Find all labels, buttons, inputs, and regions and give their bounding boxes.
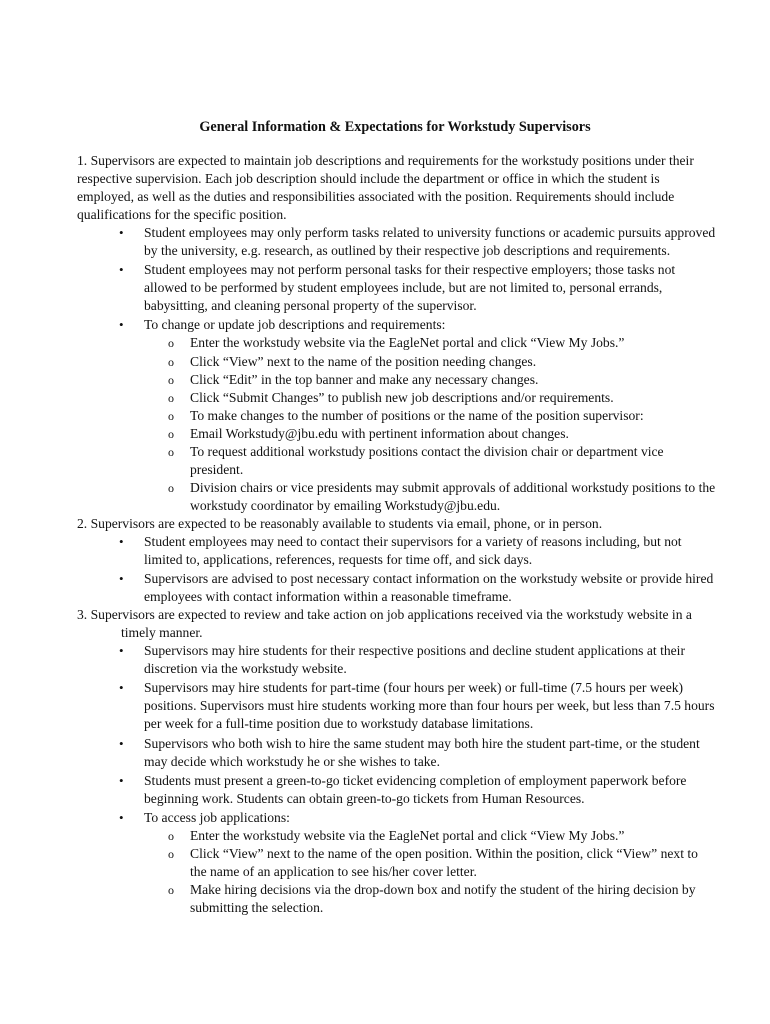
bullet-icon: • [119, 225, 124, 241]
sub-text: Click “Edit” in the top banner and make any necessary changes. [190, 371, 539, 387]
circle-bullet-icon: o [168, 408, 174, 423]
sub-text: Division chairs or vice presidents may submit approvals of additional workstudy positions to the workstudy coordinator by emailing Workstudy@jbu.edu. [190, 479, 716, 513]
bullet-item [119, 224, 717, 260]
sub-item [168, 407, 717, 425]
section-2 [77, 515, 717, 606]
sub-item [168, 479, 717, 515]
bullet-text: Supervisors are advised to post necessary contact information on the workstudy website or provide hired employees with contact information within a reasonable timeframe. [144, 571, 714, 605]
bullet-text: Students must present a green-to-go ticket evidencing completion of employment paperwork before beginning work. Students can obtain green-to-go tickets from Human Resources. [144, 772, 687, 806]
sub-item [168, 353, 717, 371]
sub-item [168, 845, 717, 881]
section-paragraph: 2. Supervisors are expected to be reasonably available to students via email, phone, or in person. [77, 515, 603, 531]
bullet-item [119, 316, 717, 515]
document-title: General Information & Expectations for Workstudy Supervisors [199, 119, 591, 135]
bullet-icon: • [119, 680, 124, 696]
circle-bullet-icon: o [168, 354, 174, 369]
bullet-list [77, 533, 717, 606]
circle-bullet-icon: o [168, 336, 174, 351]
bullet-icon: • [119, 533, 124, 549]
sub-list [144, 334, 717, 514]
sub-text: Enter the workstudy website via the EagleNet portal and click “View My Jobs.” [190, 827, 625, 843]
sub-list [144, 827, 717, 917]
sub-item [168, 389, 717, 407]
bullet-text: Student employees may only perform tasks related to university functions or academic pursuits approved by the university, e.g. research, as outlined by their respective job descriptions and requirements. [144, 225, 716, 259]
bullet-item [119, 570, 717, 606]
bullet-item [119, 533, 717, 569]
sub-text: Enter the workstudy website via the EagleNet portal and click “View My Jobs.” [190, 335, 625, 351]
circle-bullet-icon: o [168, 390, 174, 405]
bullet-text: Student employees may not perform personal tasks for their respective employers; those tasks not allowed to be performed by student employees include, but are not limited to, personal errands, babysitting, and cleaning personal property of the supervisor. [144, 262, 676, 314]
sub-item [168, 443, 717, 479]
document-body [77, 152, 717, 917]
bullet-icon: • [119, 571, 124, 587]
sub-item [168, 881, 717, 917]
bullet-icon: • [119, 772, 124, 788]
sub-text: Make hiring decisions via the drop-down box and notify the student of the hiring decision by submitting the selection. [190, 881, 696, 915]
sub-text: Click “Submit Changes” to publish new job descriptions and/or requirements. [190, 389, 614, 405]
bullet-item [119, 735, 717, 771]
circle-bullet-icon: o [168, 828, 174, 843]
circle-bullet-icon: o [168, 846, 174, 861]
bullet-item [119, 261, 717, 315]
sub-text: Click “View” next to the name of the position needing changes. [190, 353, 537, 369]
sub-item [168, 827, 717, 845]
circle-bullet-icon: o [168, 480, 174, 495]
section-paragraph: 1. Supervisors are expected to maintain job descriptions and requirements for the workstudy positions under their respective supervision. Each job description should include the department or office in which the student is employed, as well as the duties and responsibilities associated with the position. Requirements should include qualifications for the specific position. [77, 153, 694, 223]
bullet-item [119, 679, 717, 733]
bullet-text: Supervisors who both wish to hire the same student may both hire the student part-time, or the student may decide which workstudy he or she wishes to take. [144, 735, 700, 769]
bullet-list [77, 642, 717, 917]
bullet-text: Supervisors may hire students for their respective positions and decline student applications at their discretion via the workstudy website. [144, 643, 685, 677]
bullet-text: To access job applications: [144, 809, 290, 825]
bullet-item [119, 642, 717, 678]
bullet-list [77, 224, 717, 515]
bullet-icon: • [119, 643, 124, 659]
circle-bullet-icon: o [168, 444, 174, 459]
bullet-icon: • [119, 317, 124, 333]
section-3 [77, 606, 717, 917]
bullet-text: Supervisors may hire students for part-time (four hours per week) or full-time (7.5 hours per week) positions. Supervisors must hire students working more than four hours per week, but less than 7.5 hours per week for a full-time position due to workstudy database limitations. [144, 680, 715, 732]
circle-bullet-icon: o [168, 426, 174, 441]
bullet-icon: • [119, 262, 124, 278]
sub-text: Email Workstudy@jbu.edu with pertinent information about changes. [190, 425, 569, 441]
section-1 [77, 152, 717, 515]
sub-item [168, 425, 717, 443]
bullet-text: To change or update job descriptions and requirements: [144, 317, 446, 333]
sub-item [168, 334, 717, 352]
sub-text: To request additional workstudy positions contact the division chair or department vice president. [190, 443, 664, 477]
bullet-item [119, 809, 717, 917]
sub-text: Click “View” next to the name of the open position. Within the position, click “View” next to the name of an application to see his/her cover letter. [190, 845, 698, 879]
bullet-icon: • [119, 809, 124, 825]
circle-bullet-icon: o [168, 372, 174, 387]
bullet-item [119, 772, 717, 808]
section-paragraph: 3. Supervisors are expected to review and take action on job applications received via the workstudy website in a timely manner. [77, 607, 692, 641]
sub-text: To make changes to the number of positions or the name of the position supervisor: [190, 407, 644, 423]
bullet-icon: • [119, 735, 124, 751]
bullet-text: Student employees may need to contact their supervisors for a variety of reasons including, but not limited to, applications, references, requests for time off, and sick days. [144, 533, 682, 568]
circle-bullet-icon: o [168, 882, 174, 897]
sub-item [168, 371, 717, 389]
